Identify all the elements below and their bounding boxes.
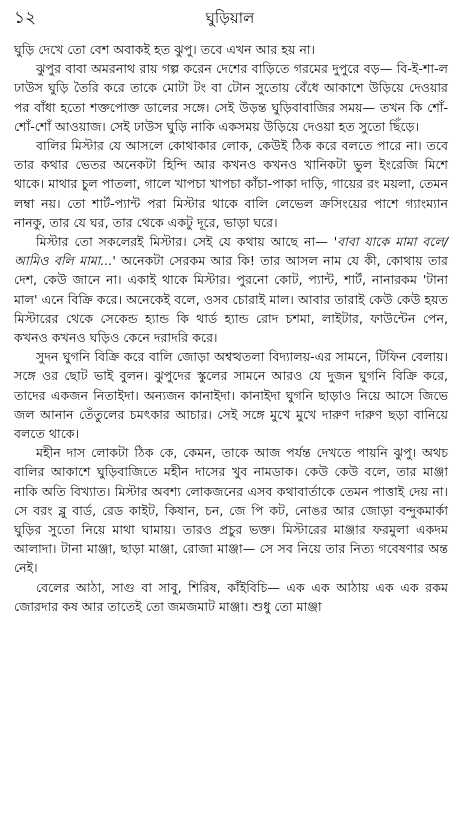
paragraph-6: মহীন দাস লোকটা ঠিক কে, কেমন, তাকে আজ পর্যন্ত দেখতে পায়নি ঝুপু। অথচ বালির আকাশে ঘুড়িবাজিতে মহীন দাসের খুব নামডাক। কেউ কেউ বলে, তার মাঞ্জা নাকি অতি বিখ্যাত। মিস্টার অবশ্য লোকজনের এসব কথাবার্তাকে তেমন পাত্তাই দেয় না। সে বরং ব্লু বার্ড, রেড কাইট, কিষান, চন, জে পি কট, নোঙর আর জোড়া বন্দুকমার্কা ঘুড়ির সুতো নিয়ে মাথা ঘামায়। তারও প্রচুর ভক্ত। মিস্টারের মাঞ্জার ফরমুলা একদম আলাদা। টানা মাঞ্জা, ছাড়া মাঞ্জা, রোজা মাঞ্জা— সে সব নিয়ে তার নিত্য গবেষণার অন্ত নেই। — [14, 445, 448, 576]
page-header — [14, 6, 446, 30]
paragraph-7: বেলের আঠা, সাগু বা সাবু, শিরিষ, কাঁইবিচি— এক এক আঠায় এক এক রকম জোরদার কষ আর তাতেই তো জমজমাট মাঞ্জা। শুধু তো মাঞ্জা — [14, 579, 448, 614]
paragraph-5: সুদন ঘুগনি বিক্রি করে বালি জোড়া অশ্বত্থতলা বিদ্যালয়-এর সামনে, টিফিন বেলায়। সঙ্গে ওর ছোট ভাই বুলন। ঝুপুদের স্কুলের সামনে আরও যে দুজন ঘুগনি বিক্রি করে, তাদের একজন নিতাইদা। অন্যজন কানাইদা। কানাইদা ঘুগনি ছাড়াও নিয়ে আসে জিভে জল আনান তেঁতুলের চমৎকার আচার। সেই সঙ্গে মুখে মুখে দারুণ দারুণ ছড়া বানিয়ে বলতে থাকে। — [14, 349, 448, 442]
paragraph-3: বালির মিস্টার যে আসলে কোথাকার লোক, কেউই ঠিক করে বলতে পারে না। তবে তার কথার ভেতর অনেকটা হিন্দি আর কখনও কখনও খানিকটা ভুল ইংরেজি মিশে থাকে। মাথার চুল পাতলা, গালে খাপচা খাপচা কাঁচা-পাকা দাড়ি, গায়ের রং ময়লা, তেমন লম্বা নয়। তো শার্ট-প্যান্ট পরা মিস্টার থাকে বালি লেভেল ক্রসিংয়ের পাশে গ্যাংম্যান নানকু, তার যে ঘর, তার থেকে একটু দূরে, ভাড়া ঘরে। — [14, 138, 448, 230]
paragraph-1: ঘুড়ি দেখে তো বেশ অবাকই হত ঝুপু। তবে এখন আর হয় না। — [14, 42, 316, 57]
paragraph-4 — [14, 232, 448, 347]
running-title: ঘুড়িয়াল — [205, 9, 255, 27]
paragraph-4-lead: মিস্টার তো সকলেরই মিস্টার। সেই যে কথায় আছে না— — [36, 234, 334, 250]
body-text — [14, 40, 448, 616]
paragraph-2: ঝুপুর বাবা অমরনাথ রায় গল্প করেন দেশের বাড়িতে গরমের দুপুরে বড়— বি-ই-শা-ল ঢাউস ঘুড়ি তৈরি করে তাকে মোটা টং বা টোন সুতোয় বেঁধে আকাশে উড়িয়ে দেওয়ার পর বাঁধা হতো শক্তপোক্ত ডালের সঙ্গে। সেই উড়ন্ত ঘুড়িবাবাজির সময়— তখন কি শোঁ-শোঁ-শোঁ আওয়াজ। সেই ঢাউস ঘুড়ি নাকি একসময় উড়িয়ে দেওয়া হত সুতো ছিঁড়ে। — [14, 61, 448, 134]
paragraph-4-rest: অনেকটা সেরকম আর কি! তার আসল নাম যে কী, কোথায় তার দেশ, কেউ জানে না। একাই থাকে মিস্টার। পুরনো কোট, প্যান্ট, শার্ট, নানারকম 'টানা মাল' এনে বিক্রি করে। অনেকেই বলে, ওসব চোরাই মাল। আবার তারাই কেউ কেউ হয়ত মিস্টারের থেকে সেকেন্ড হ্যান্ড কি থার্ড হ্যান্ড রোদ চশমা, লাইটার, ফাউন্টেন পেন, কখনও কখনও ঘড়িও কেনে দরাদরি করে। — [14, 253, 448, 346]
paragraph-4-quote: 'বাবা যাকে মামা বলে/ আমিও বলি মামা...' — [14, 234, 448, 269]
page-number: ১২ — [14, 8, 37, 28]
